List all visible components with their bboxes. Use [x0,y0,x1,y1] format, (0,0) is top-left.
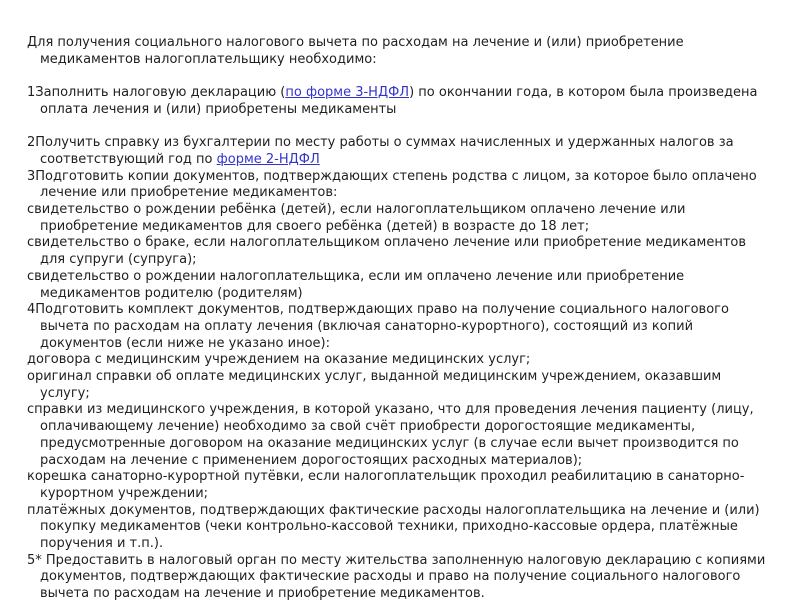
link-form-3-ndfl[interactable]: по форме 3-НДФЛ [285,85,410,101]
text-run: оригинал справки об оплате медицинских услуг, выданной медицинским учреждением, оказавшим услугу; [27,369,722,401]
step-3-subitem-birth-certificate-taxpayer [27,269,769,302]
step-1 [27,85,769,118]
text-run: ) по окончании года, в котором была произведена оплата лечения и (или) приобретены медикаменты [40,85,758,117]
text-run: договора с медицинским учреждением на оказание медицинских услуг; [27,352,531,368]
step-3-subitem-birth-certificate-child [27,202,769,235]
text-run: свидетельство о браке, если налогоплательщиком оплачено лечение или приобретение медикаментов для супруги (супруга); [27,235,747,268]
text-run: платёжных документов, подтверждающих фактические расходы налогоплательщика на лечение и (или) покупку медикаментов (чеки контрольно-кассовой техники, приходно-кассовые ордера, платёжные поручения и т.п.). [27,502,760,552]
step-3 [27,169,769,202]
text-run: 5* Предоставить в налоговый орган по месту жительства заполненную налоговую декларацию с копиями документов, подтверждающих фактические расходы и право на получение социального налогового вычета по расходам на лечение и приобретение медикаментов. [27,552,766,600]
step-4-subitem-payment-certificate [27,369,769,402]
text-run: 3Подготовить копии документов, подтверждающих степень родства с лицом, за которое было оплачено лечение или приобретение медикаментов: [27,168,757,201]
paragraph-list [27,35,769,600]
step-3-subitem-marriage-certificate [27,235,769,268]
text-run: 1Заполнить налоговую декларацию ( [27,85,286,101]
text-run: Для получения социального налогового вычета по расходам на лечение и (или) приобретение медикаментов налогоплательщику необходимо: [27,35,684,67]
step-4-subitem-payment-documents [27,503,769,553]
text-run: свидетельство о рождении ребёнка (детей), если налогоплательщиком оплачено лечение или приобретение медикаментов для своего ребёнка (детей) в возрасте до 18 лет; [27,202,686,234]
text-run: справки из медицинского учреждения, в которой указано, что для проведения лечения пациенту (лицу, оплачивающему лечение) необходимо за свой счёт приобрести дорогостоящие медикаменты, предусмотренные договором на оказание медицинских услуг (в случае если вычет производится по расходам на лечение с применением дорогостоящих расходных материалов); [27,402,754,468]
text-run: 4Подготовить комплект документов, подтверждающих право на получение социального налогового вычета по расходам на оплату лечения (включая санаторно-курортного), состоящий из копий документов (если ниже не указано иное): [27,302,729,351]
text-run: свидетельство о рождении налогоплательщика, если им оплачено лечение или приобретение медикаментов родителю (родителям) [27,268,685,301]
step-4-subitem-contract [27,352,769,369]
intro-paragraph [27,35,769,68]
step-5 [27,553,769,600]
step-4-subitem-sanatorium-voucher [27,469,769,502]
step-4-subitem-medical-institution-certificate [27,402,769,469]
link-form-2-ndfl[interactable]: форме 2-НДФЛ [216,151,320,167]
step-4 [27,302,769,352]
step-2 [27,135,769,168]
text-run: корешка санаторно-курортной путёвки, если налогоплательщик проходил реабилитацию в санаторно-курортном учреждении; [27,469,745,501]
text-run: 2Получить справку из бухгалтерии по месту работы о суммах начисленных и удержанных налогов за соответствующий год по [27,135,734,167]
